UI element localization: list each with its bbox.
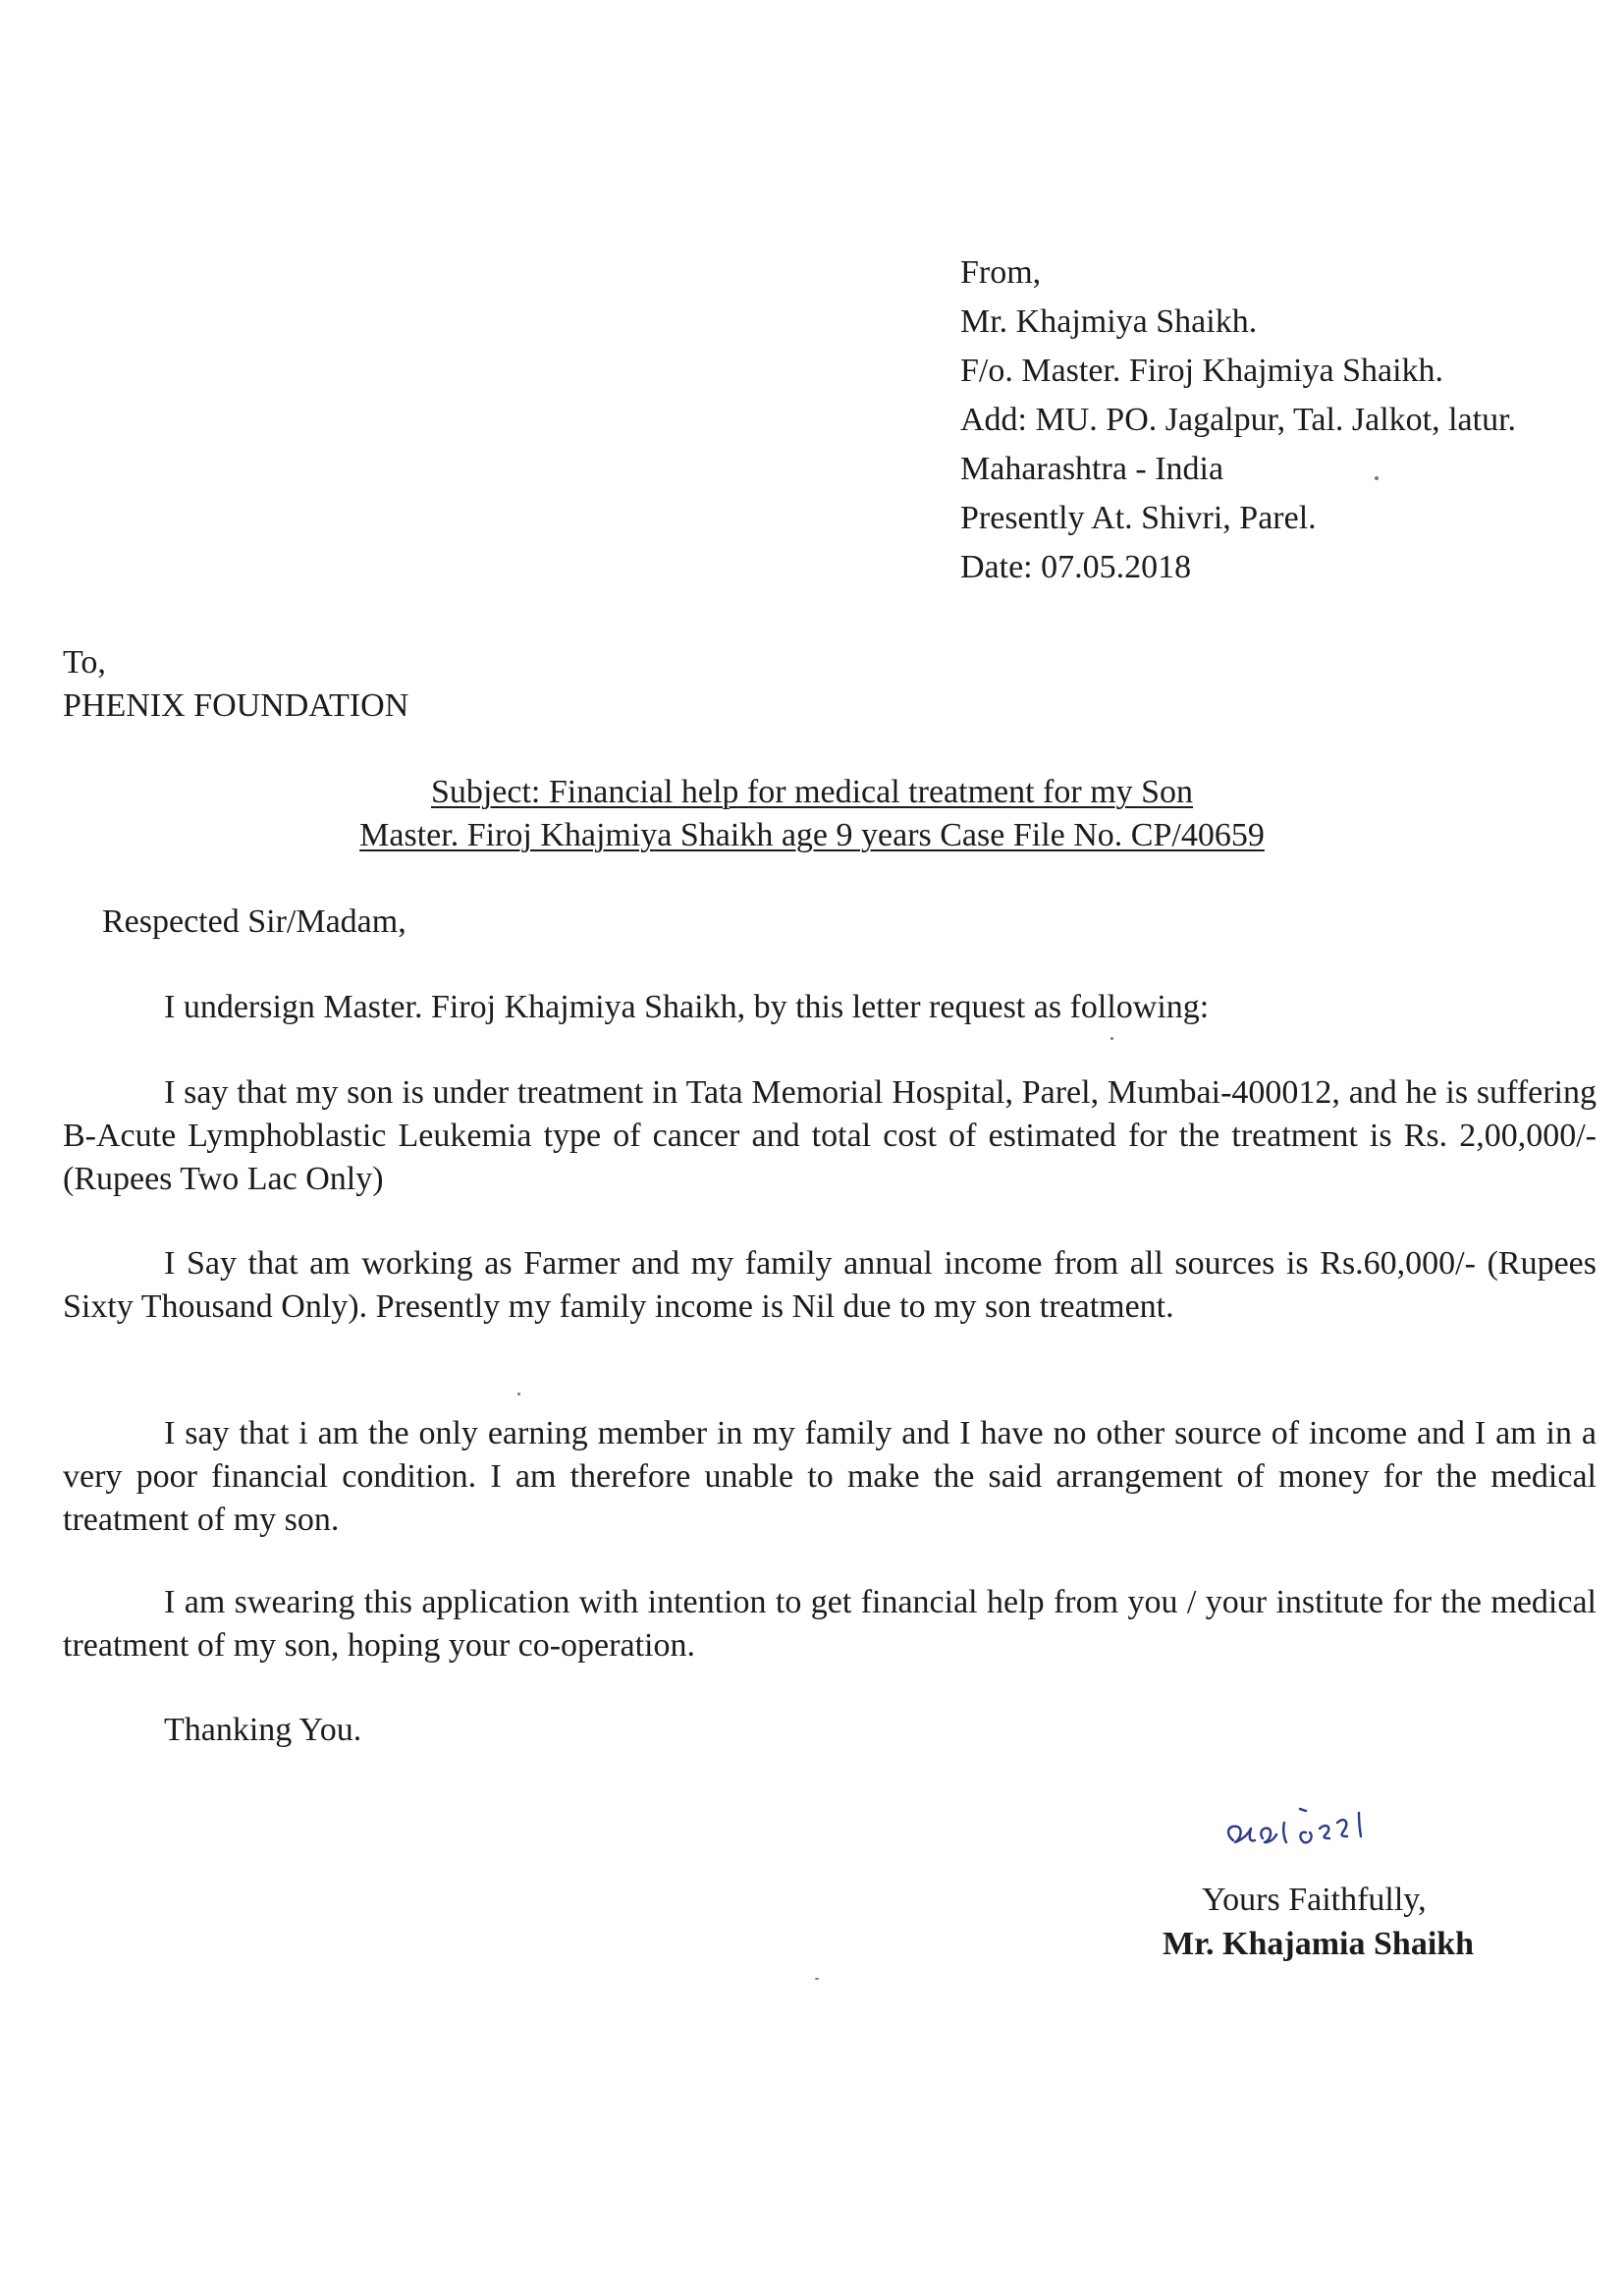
from-label: From, xyxy=(960,254,1042,291)
sender-address-block xyxy=(960,248,1516,592)
paragraph-treatment: I say that my son is under treatment in Tata Memorial Hospital, Parel, Mumbai-400012, and he is suffering B-Acute Lymphoblastic Leukemia type of cancer and total cost of estimated for the treatment is Rs. 2,00,000/- (Rupees Two Lac Only) xyxy=(63,1074,1597,1197)
scan-speck xyxy=(1375,476,1379,480)
closing-line: Yours Faithfully, xyxy=(1202,1882,1427,1918)
paragraph-financial-condition: I say that i am the only earning member in my family and I have no other source of income and I am in a very poor financial condition. I am therefore unable to make the said arrangement of money for the medical treatment of my son. xyxy=(63,1415,1597,1538)
handwritten-signature xyxy=(1216,1789,1422,1863)
sender-present-address: Presently At. Shivri, Parel. xyxy=(960,500,1317,536)
letter-date: Date: 07.05.2018 xyxy=(960,549,1192,585)
signer-name: Mr. Khajamia Shaikh xyxy=(1163,1926,1475,1962)
paragraph-appeal: I am swearing this application with intention to get financial help from you / your institute for the medical treatment of my son, hoping your co-operation. xyxy=(63,1584,1597,1664)
subject-block xyxy=(0,771,1624,857)
paragraph-request: I undersign Master. Firoj Khajmiya Shaikh, by this letter request as following: xyxy=(164,989,1210,1025)
recipient-name: PHENIX FOUNDATION xyxy=(63,687,409,724)
to-label: To, xyxy=(63,644,106,681)
salutation: Respected Sir/Madam, xyxy=(102,903,406,940)
sender-name: Mr. Khajmiya Shaikh. xyxy=(960,303,1258,340)
paragraph-income: I Say that am working as Farmer and my family annual income from all sources is Rs.60,000/- (Rupees Sixty Thousand Only). Presently my family income is Nil due to my son treatment. xyxy=(63,1245,1597,1325)
subject-line-2: Master. Firoj Khajmiya Shaikh age 9 years Case File No. CP/40659 xyxy=(359,817,1265,853)
subject-line-1: Subject: Financial help for medical treatment for my Son xyxy=(430,774,1194,810)
sender-relation: F/o. Master. Firoj Khajmiya Shaikh. xyxy=(960,353,1444,389)
scan-speck xyxy=(1110,1037,1113,1040)
scan-speck xyxy=(815,1978,819,1980)
sender-address: Add: MU. PO. Jagalpur, Tal. Jalkot, latur. xyxy=(960,402,1517,438)
recipient-block xyxy=(63,641,408,728)
thanks-line: Thanking You. xyxy=(164,1712,362,1748)
scan-speck xyxy=(517,1393,520,1395)
sender-state: Maharashtra - India xyxy=(960,451,1224,487)
